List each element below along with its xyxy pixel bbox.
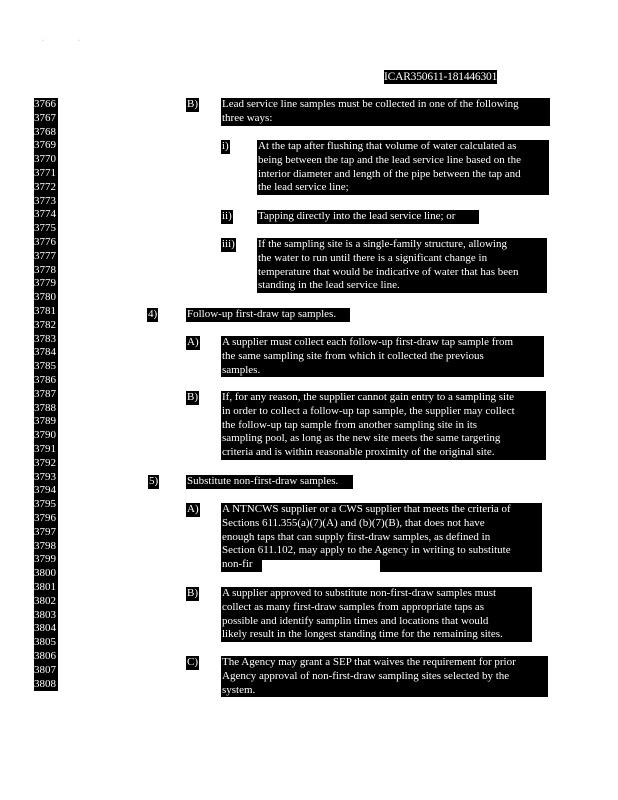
scan-speck: [384, 565, 387, 568]
line-number: 3778: [34, 263, 56, 276]
item-label: A): [187, 336, 199, 348]
scan-speck: [522, 565, 525, 568]
paragraph-b-iii: If the sampling site is a single-family structure, allowing the water to run until there is a significant change in temperature that would be indicative of water that has been standing in the lead service line.: [257, 238, 547, 293]
line-number: 3794: [34, 484, 56, 497]
scan-speck: [502, 566, 505, 569]
line-number: 3784: [34, 346, 56, 359]
line-number: 3789: [34, 415, 56, 428]
paragraph-b: Lead service line samples must be collected in one of the following three ways:: [221, 98, 550, 126]
scan-speck: [480, 565, 483, 568]
line-number: 3767: [34, 111, 56, 124]
item-label: A): [187, 503, 199, 515]
heading-5: Substitute non-first-draw samples.: [186, 475, 353, 489]
line-number: 3783: [34, 332, 56, 345]
scan-speck: ·: [42, 38, 44, 44]
line-number: 3773: [34, 194, 56, 207]
paragraph-5-a: A NTNCWS supplier or a CWS supplier that meets the criteria of Sections 611.355(a)(7)(A) and (b)(7)(B), that does not have enough taps that can supply first-draw samples, as defined in Section 611.102, may apply to the Agency in writing to substitute non-fir: [221, 503, 542, 572]
line-number: 3775: [34, 222, 56, 235]
scan-dropout: [262, 560, 380, 572]
line-number: 3776: [34, 236, 56, 248]
line-number: 3766: [34, 98, 56, 110]
paragraph-4-b: If, for any reason, the supplier cannot gain entry to a sampling site in order to collect a follow-up tap sample, the supplier may collect the follow-up tap sample from another sampling site in its sampling pool, as long as the new site meets the same targeting criteria and is within reasonable proximity of the original site.: [221, 391, 546, 460]
item-label: B): [187, 587, 198, 599]
item-label: iii): [222, 238, 235, 250]
line-number: 3772: [34, 180, 56, 193]
line-number: 3805: [34, 636, 56, 649]
line-number: 3801: [34, 581, 56, 593]
paragraph-5-c: The Agency may grant a SEP that waives the requirement for prior Agency approval of non-first-draw sampling sites selected by the system.: [221, 656, 548, 697]
line-number: 3785: [34, 360, 56, 373]
line-number: 3792: [34, 456, 56, 469]
line-number: 3795: [34, 498, 56, 511]
line-number: 3800: [34, 567, 56, 580]
line-number: 3790: [34, 429, 56, 442]
paragraph-5-b: A supplier approved to substitute non-first-draw samples must collect as many first-draw samples from appropriate taps as possible and identify samplin times and locations that would likely result in the longest standing time for the remaining sites.: [221, 587, 532, 642]
line-number: 3803: [34, 608, 56, 621]
line-number: 3782: [34, 318, 56, 331]
item-label: C): [187, 656, 198, 668]
scan-speck: [414, 566, 417, 569]
scan-speck: [398, 565, 401, 568]
line-number: 3798: [34, 539, 56, 552]
line-number: 3787: [34, 387, 56, 400]
line-number: 3777: [34, 249, 56, 262]
line-number: 3807: [34, 663, 56, 676]
line-number: 3793: [34, 470, 56, 483]
heading-4: Follow-up first-draw tap samples.: [186, 308, 350, 322]
item-label: i): [222, 140, 229, 152]
line-number: 3788: [34, 401, 56, 414]
line-number: 3770: [34, 153, 56, 166]
line-number: 3797: [34, 525, 56, 538]
document-code: ICAR350611-181446301: [384, 71, 498, 83]
scan-speck: [455, 566, 458, 569]
line-number: 3768: [34, 125, 56, 138]
line-number: 3786: [34, 374, 56, 386]
item-label: 4): [148, 308, 158, 320]
line-number: 3802: [34, 594, 56, 607]
line-number: 3774: [34, 208, 56, 221]
scan-speck: [436, 565, 439, 568]
line-number: 3791: [34, 443, 56, 455]
line-number: 3804: [34, 622, 56, 635]
line-number: 3796: [34, 512, 56, 524]
line-number: 3769: [34, 139, 56, 152]
item-label: B): [187, 391, 198, 403]
line-number: 3780: [34, 291, 56, 304]
item-label: 5): [149, 475, 159, 487]
line-number: 3799: [34, 553, 56, 566]
line-number: 3808: [34, 677, 56, 690]
line-number: 3781: [34, 305, 56, 317]
line-number: 3806: [34, 650, 56, 662]
paragraph-b-ii: Tapping directly into the lead service line; or: [257, 210, 479, 224]
paragraph-4-a: A supplier must collect each follow-up first-draw tap sample from the same sampling site from which it collected the previous samples.: [221, 336, 544, 377]
line-number: 3779: [34, 277, 56, 290]
item-label: B): [187, 98, 198, 110]
scan-speck: ·: [78, 38, 80, 44]
line-number: 3771: [34, 167, 56, 179]
paragraph-b-i: At the tap after flushing that volume of water calculated as being between the tap and the lead service line based on the interior diameter and length of the pipe between the tap and the lead service line;: [257, 140, 549, 195]
item-label: ii): [222, 210, 232, 222]
